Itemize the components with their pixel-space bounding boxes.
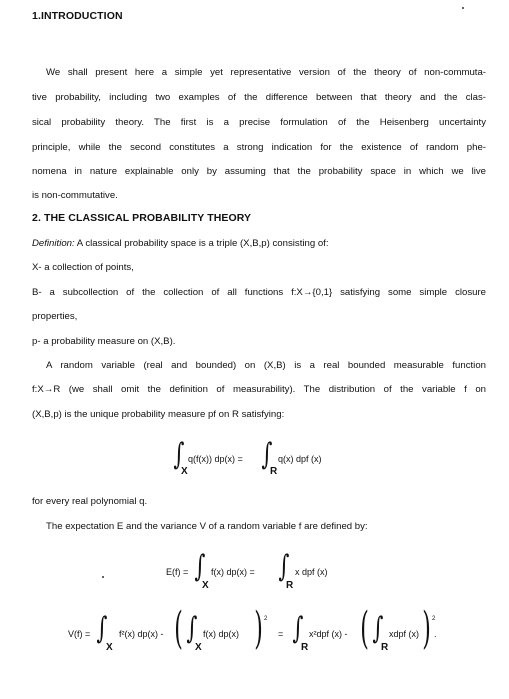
integral-sign: ∫: [372, 611, 384, 646]
eq3-lhs: V(f) =: [68, 629, 91, 639]
eq3-term1: f²(x) dp(x) -: [119, 629, 164, 639]
eq2-mid: f(x) dp(x) =: [211, 567, 255, 577]
eq3-term2: f(x) dp(x): [203, 629, 239, 639]
eq3-term2-domain: X: [195, 642, 202, 653]
intro-paragraph-line-6: is non-commutative.: [32, 190, 118, 201]
square-exponent: 2: [432, 616, 436, 622]
intro-paragraph-line-5: nomena in nature explainable only by assuming that the probability space in which we live: [32, 166, 486, 177]
square-exponent: 2: [264, 616, 268, 622]
section-heading-introduction: 1.INTRODUCTION: [32, 10, 123, 22]
definition-item-x: X- a collection of points,: [32, 262, 134, 273]
eq3-term4: xdpf (x): [389, 629, 420, 639]
integral-sign: ∫: [278, 549, 290, 584]
eq1-right-integrand: q(x) dpf (x): [278, 454, 322, 464]
eq2-mid-domain: X: [202, 580, 209, 591]
eq1-left-domain: X: [181, 466, 188, 477]
big-right-paren: ): [254, 603, 263, 654]
definition-item-b-cont: properties,: [32, 311, 78, 322]
big-left-paren: (: [174, 603, 183, 654]
scan-speck: [102, 576, 104, 578]
definition-item-b: B- a subcollection of the collection of all functions f:X→{0,1} satisfying some simple closure: [32, 287, 486, 298]
scan-speck: [462, 7, 464, 9]
big-right-paren: ): [422, 603, 431, 654]
eq3-term1-domain: X: [106, 642, 113, 653]
eq2-lhs: E(f) =: [166, 567, 189, 577]
expectation-intro-line: The expectation E and the variance V of a random variable f are defined by:: [46, 521, 368, 532]
definition-text: A classical probability space is a triple (X,B,p) consisting of:: [74, 238, 329, 249]
eq1-left-integrand: q(f(x)) dp(x) =: [188, 454, 243, 464]
integral-sign: ∫: [261, 437, 273, 472]
definition-line: [32, 238, 486, 250]
eq3-term3: x²dpf (x) -: [309, 629, 348, 639]
definition-item-p: p- a probability measure on (X,B).: [32, 336, 176, 347]
integral-sign: ∫: [186, 611, 198, 646]
intro-paragraph-line-4: principle, while the second constitutes a strong indication for the existence of random phe-: [32, 142, 486, 153]
integral-sign: ∫: [96, 611, 108, 646]
integral-sign: ∫: [194, 549, 206, 584]
random-variable-line-1: A random variable (real and bounded) on (X,B) is a real bounded measurable function: [46, 360, 486, 371]
eq3-term4-domain: R: [381, 642, 389, 653]
random-variable-line-3: (X,B,p) is the unique probability measure pf on R satisfying:: [32, 409, 285, 420]
intro-paragraph-line-3: sical probability theory. The first is a precise formulation of the Heisenberg uncertainty: [32, 117, 486, 128]
eq3-term3-domain: R: [301, 642, 309, 653]
eq1-right-domain: R: [270, 466, 278, 477]
integral-sign: ∫: [292, 611, 304, 646]
section-heading-classical: 2. THE CLASSICAL PROBABILITY THEORY: [32, 212, 252, 224]
eq2-right-domain: R: [286, 580, 294, 591]
big-left-paren: (: [360, 603, 369, 654]
integral-sign: ∫: [173, 437, 185, 472]
intro-paragraph-line-2: tive probability, including two examples of the difference between that theory and the clas-: [32, 92, 486, 103]
random-variable-line-2: f:X→R (we shall omit the definition of measurability). The distribution of the variable f on: [32, 384, 486, 395]
polynomial-line: for every real polynomial q.: [32, 496, 148, 507]
eq3-equals: =: [278, 629, 284, 639]
eq3-period: .: [434, 629, 437, 639]
eq2-right: x dpf (x): [295, 567, 328, 577]
intro-paragraph-line-1: We shall present here a simple yet representative version of the theory of non-commuta-: [46, 67, 486, 78]
definition-label: Definition:: [32, 238, 75, 249]
